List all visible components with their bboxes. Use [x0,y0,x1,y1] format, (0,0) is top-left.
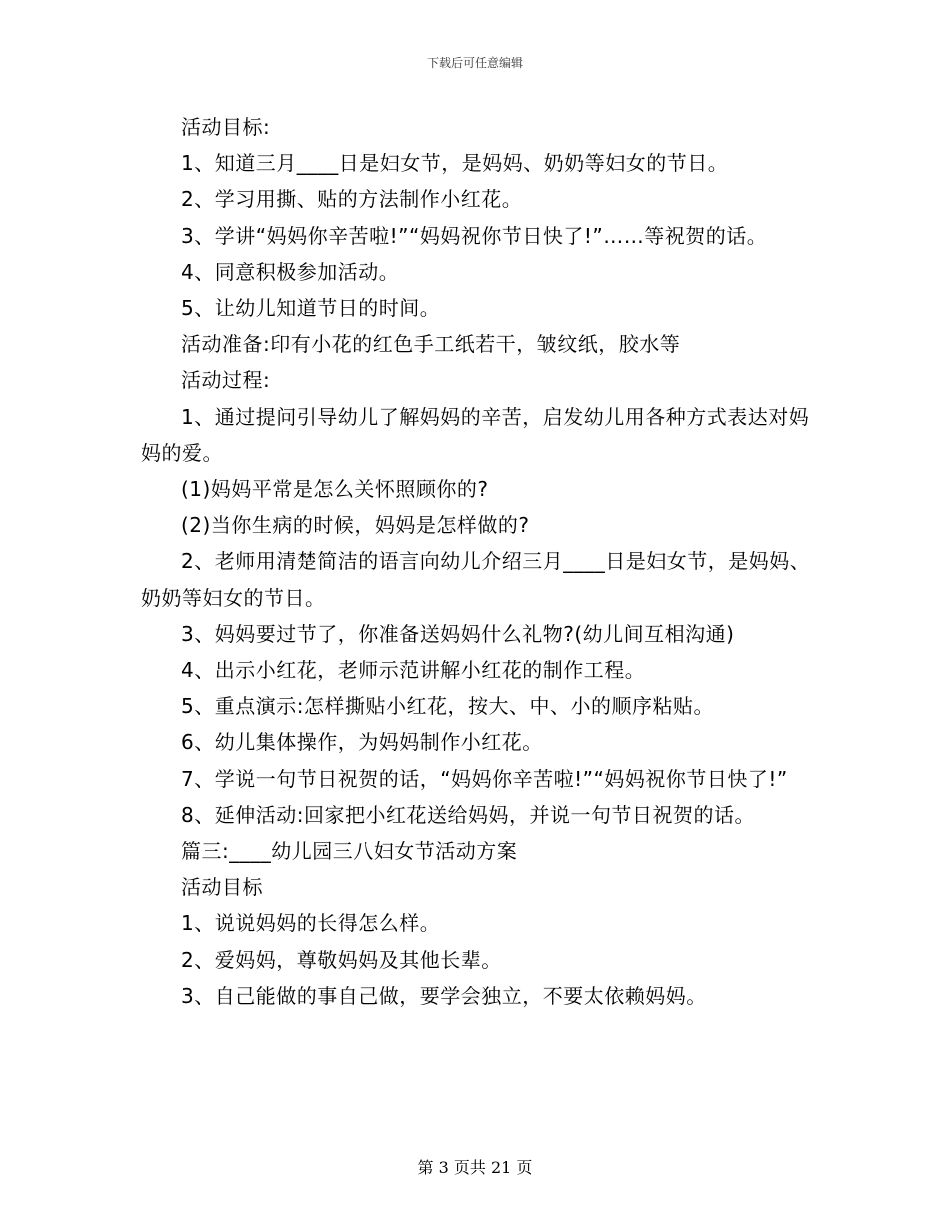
paragraph: 活动目标 [181,875,263,900]
paragraph: 3、妈妈要过节了，你准备送妈妈什么礼物?(幼儿间互相沟通) [181,621,735,646]
paragraph: 活动目标: [181,115,271,139]
paragraph: 4、出示小红花，老师示范讲解小红花的制作工程。 [181,658,646,683]
paragraph: 5、重点演示:怎样撕贴小红花，按大、中、小的顺序粘贴。 [181,694,714,719]
section-title: 篇三:____幼儿园三八妇女节活动方案 [181,839,518,864]
paragraph: 2、学习用撕、贴的方法制作小红花。 [181,187,523,212]
paragraph: 1、说说妈妈的长得怎么样。 [181,911,441,936]
paragraph: 2、爱妈妈，尊敬妈妈及其他长辈。 [181,947,502,972]
paragraph: 1、知道三月____日是妇女节，是妈妈、奶奶等妇女的节日。 [181,151,729,176]
paragraph: 3、学讲“妈妈你辛苦啦!”“妈妈祝你节日快了!”……等祝贺的话。 [181,223,768,248]
page-header-note: 下载后可任意编辑 [426,56,523,70]
document-body [141,109,813,1014]
paragraph: 6、幼儿集体操作，为妈妈制作小红花。 [181,730,543,755]
paragraph: 8、延伸活动:回家把小红花送给妈妈，并说一句节日祝贺的话。 [181,802,755,827]
paragraph: (2)当你生病的时候，妈妈是怎样做的? [181,513,530,538]
paragraph: 7、学说一句节日祝贺的话，“妈妈你辛苦啦!”“妈妈祝你节日快了!” [181,766,788,791]
paragraph: 5、让幼儿知道节日的时间。 [181,296,441,321]
paragraph: 3、自己能做的事自己做，要学会独立，不要太依赖妈妈。 [181,983,707,1008]
paragraph: 4、同意积极参加活动。 [181,259,400,284]
paragraph: 1、通过提问引导幼儿了解妈妈的辛苦，启发幼儿用各种方式表达对妈妈的爱。 [141,404,810,465]
paragraph: 2、老师用清楚简洁的语言向幼儿介绍三月____日是妇女节，是妈妈、奶奶等妇女的节日。 [141,549,811,610]
page-number: 第 3 页共 21 页 [417,1158,533,1177]
paragraph: (1)妈妈平常是怎么关怀照顾你的? [181,477,489,502]
paragraph: 活动过程: [181,368,271,393]
paragraph: 活动准备:印有小花的红色手工纸若干，皱纹纸，胶水等 [181,332,681,357]
